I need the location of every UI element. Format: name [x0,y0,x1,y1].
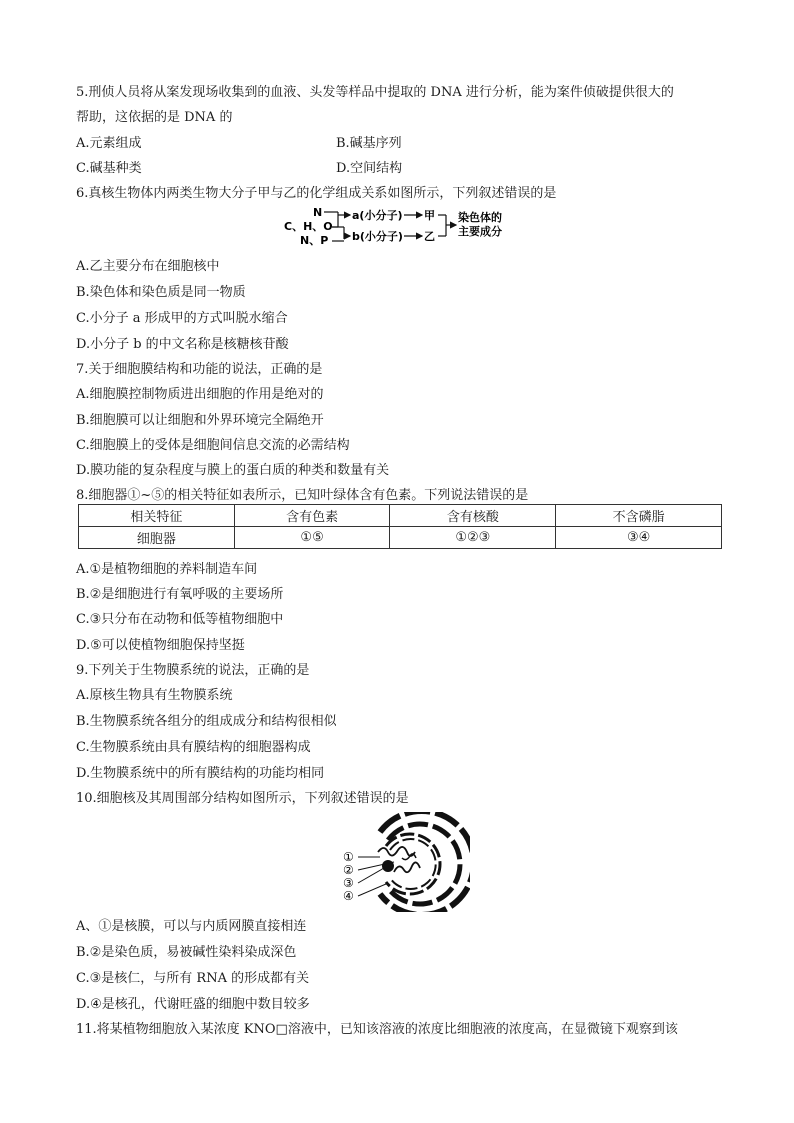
q11-stem: 11.将某植物细胞放入某浓度 KNO□溶液中，已知该溶液的浓度比细胞液的浓度高，在显微镜下观察到该 [76,1022,678,1037]
q7-option-a: A.细胞膜控制物质进出细胞的作用是绝对的 [76,387,324,402]
diagram-cho-label: C、H、O [284,220,333,233]
q5-option-d: D.空间结构 [336,161,403,176]
q10-nucleus-figure [340,812,470,912]
table-header-cell: 不含磷脂 [556,505,722,527]
q7-option-c: C.细胞膜上的受体是细胞间信息交流的必需结构 [76,438,350,453]
q6-option-a: A.乙主要分布在细胞核中 [76,259,220,274]
figure-label-1: ① [343,850,354,864]
q6-option-d: D.小分子 b 的中文名称是核糖核苷酸 [76,337,289,352]
q6-stem: 6.真核生物体内两类生物大分子甲与乙的化学组成关系如图所示，下列叙述错误的是 [76,186,557,201]
q8-option-b: B.②是细胞进行有氧呼吸的主要场所 [76,587,284,602]
q9-option-c: C.生物膜系统由具有膜结构的细胞器构成 [76,740,311,755]
table-cell: ③④ [556,527,722,549]
q10-option-d: D.④是核孔，代谢旺盛的细胞中数目较多 [76,997,310,1012]
diagram-np-label: N、P [300,234,329,247]
q6-composition-diagram [280,203,530,249]
table-cell: ①②③ [390,527,556,549]
diagram-result-line2: 主要成分 [458,225,502,238]
q10-option-a: A、①是核膜，可以与内质网膜直接相连 [76,919,307,934]
q9-option-d: D.生物膜系统中的所有膜结构的功能均相同 [76,766,325,781]
q8-stem: 8.细胞器①~⑤的相关特征如表所示，已知叶绿体含有色素。下列说法错误的是 [76,488,529,503]
diagram-a-label: a(小分子) [352,209,403,222]
diagram-n-label: N [313,206,323,219]
figure-label-4: ④ [343,889,354,903]
q7-option-d: D.膜功能的复杂程度与膜上的蛋白质的种类和数量有关 [76,463,390,478]
q5-stem-line2: 帮助，这依据的是 DNA 的 [76,110,233,125]
q7-stem: 7.关于细胞膜结构和功能的说法，正确的是 [76,362,323,377]
diagram-b-label: b(小分子) [352,230,403,243]
q10-option-c: C.③是核仁，与所有 RNA 的形成都有关 [76,971,310,986]
q8-option-a: A.①是植物细胞的养料制造车间 [76,562,258,577]
diagram-result-line1: 染色体的 [458,211,502,224]
table-cell: 细胞器 [79,527,235,549]
figure-label-3: ③ [343,876,354,890]
q8-option-c: C.③只分布在动物和低等植物细胞中 [76,612,284,627]
q9-option-a: A.原核生物具有生物膜系统 [76,688,233,703]
q9-stem: 9.下列关于生物膜系统的说法，正确的是 [76,663,310,678]
table-header-cell: 相关特征 [79,505,235,527]
q6-option-c: C.小分子 a 形成甲的方式叫脱水缩合 [76,311,288,326]
q5-option-b: B.碱基序列 [336,136,402,151]
q9-option-b: B.生物膜系统各组分的组成成分和结构很相似 [76,714,337,729]
table-row [79,527,722,549]
q5-option-c: C.碱基种类 [76,161,142,176]
q7-option-b: B.细胞膜可以让细胞和外界环境完全隔绝开 [76,413,324,428]
table-header-row [79,505,722,527]
q8-option-d: D.⑤可以使植物细胞保持坚挺 [76,638,245,653]
figure-label-2: ② [343,863,354,877]
table-header-cell: 含有核酸 [390,505,556,527]
q10-stem: 10.细胞核及其周围部分结构如图所示，下列叙述错误的是 [76,791,409,806]
q8-organelle-table [78,504,722,549]
diagram-yi-label: 乙 [424,230,435,243]
q10-option-b: B.②是染色质，易被碱性染料染成深色 [76,945,297,960]
table-header-cell: 含有色素 [234,505,390,527]
q6-option-b: B.染色体和染色质是同一物质 [76,285,246,300]
q5-stem-line1: 5.刑侦人员将从案发现场收集到的血液、头发等样品中提取的 DNA 进行分析，能为案件侦破提供很大的 [76,85,674,100]
table-cell: ①⑤ [234,527,390,549]
q5-option-a: A.元素组成 [76,136,142,151]
diagram-jia-label: 甲 [424,209,435,222]
